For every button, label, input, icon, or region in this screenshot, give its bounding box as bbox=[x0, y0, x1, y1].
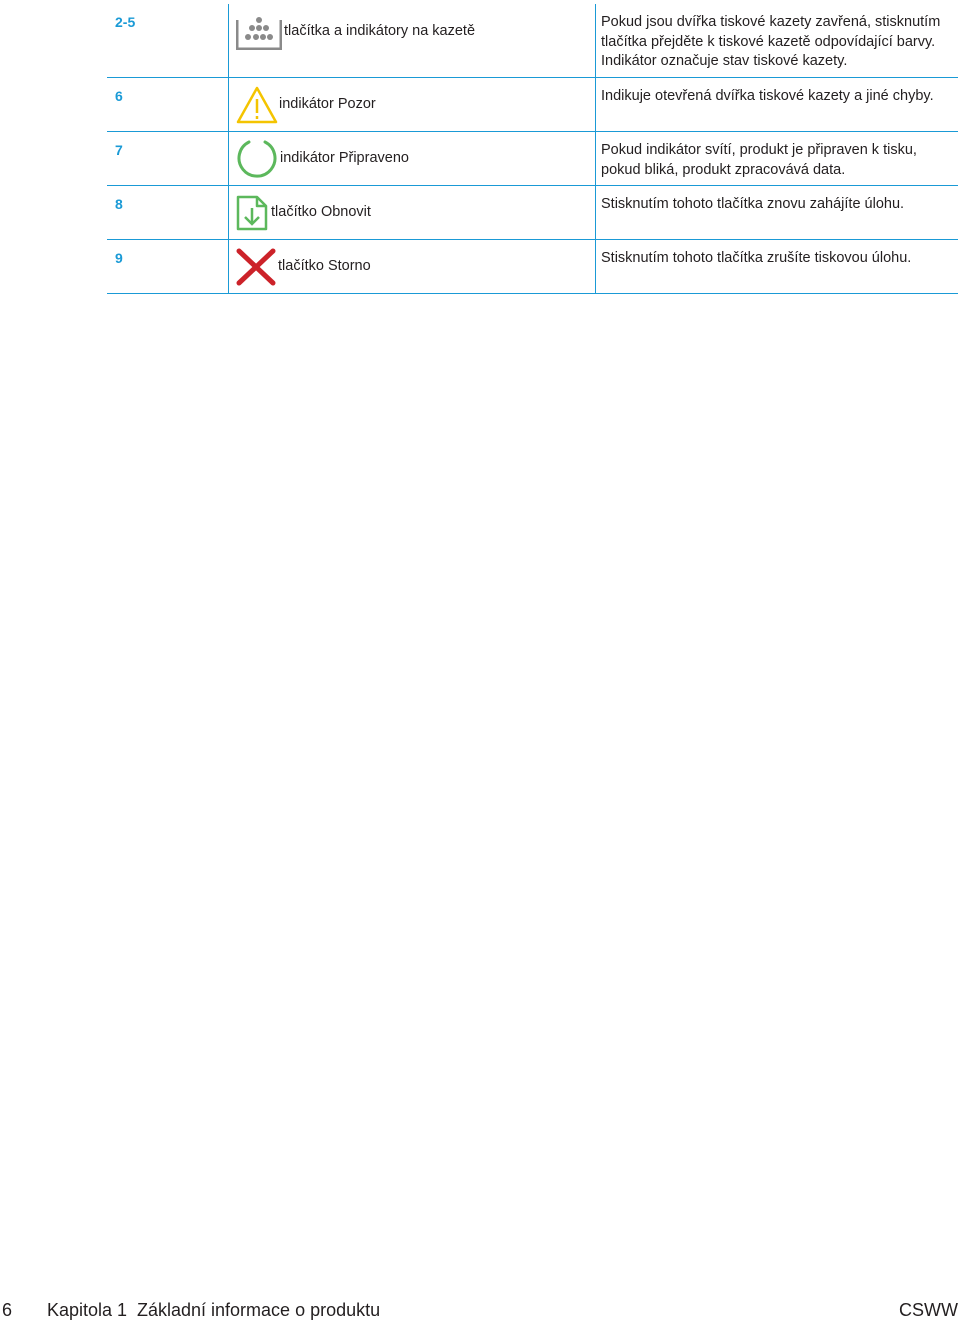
table-row bbox=[107, 186, 958, 240]
cartridge-buttons-icon bbox=[236, 14, 282, 55]
table-row bbox=[107, 78, 958, 132]
chapter-title: Základní informace o produktu bbox=[137, 1300, 381, 1320]
ready-icon bbox=[236, 138, 278, 185]
item-label: tlačítko Obnovit bbox=[271, 204, 371, 220]
item-label: indikátor Připraveno bbox=[280, 150, 409, 166]
item-label: indikátor Pozor bbox=[279, 96, 376, 112]
cancel-icon bbox=[236, 248, 276, 291]
row-number: 9 bbox=[115, 250, 123, 266]
item-description: Pokud jsou dvířka tiskové kazety zavřená, stisknutím tlačítka přejděte k tiskové kazetě odpovídající barvy. Indikátor označuje stav tiskové kazety. bbox=[601, 14, 941, 69]
row-number: 6 bbox=[115, 88, 123, 104]
table-row bbox=[107, 132, 958, 186]
item-cell bbox=[228, 240, 596, 293]
item-description: Stisknutím tohoto tlačítka zrušíte tiskovou úlohu. bbox=[601, 250, 912, 266]
table-row bbox=[107, 4, 958, 78]
item-cell bbox=[228, 4, 596, 77]
item-cell bbox=[228, 186, 596, 239]
page-number: 6 bbox=[2, 1300, 13, 1320]
row-number: 8 bbox=[115, 196, 123, 212]
item-cell bbox=[228, 78, 596, 131]
controls-table bbox=[107, 4, 958, 294]
document-code: CSWW bbox=[899, 1300, 958, 1320]
chapter-label: Kapitola 1 bbox=[47, 1300, 128, 1320]
item-cell bbox=[228, 132, 596, 185]
item-label: tlačítko Storno bbox=[278, 258, 371, 274]
resume-icon bbox=[236, 195, 268, 236]
item-description: Stisknutím tohoto tlačítka znovu zahájíte úlohu. bbox=[601, 196, 905, 212]
item-description: Pokud indikátor svítí, produkt je připraven k tisku, pokud bliká, produkt zpracovává data. bbox=[601, 142, 917, 178]
table-row bbox=[107, 240, 958, 294]
row-number: 7 bbox=[115, 142, 123, 158]
item-description: Indikuje otevřená dvířka tiskové kazety a jiné chyby. bbox=[601, 88, 934, 104]
warning-icon bbox=[236, 86, 278, 129]
item-label: tlačítka a indikátory na kazetě bbox=[284, 23, 476, 39]
row-number: 2-5 bbox=[115, 14, 136, 30]
